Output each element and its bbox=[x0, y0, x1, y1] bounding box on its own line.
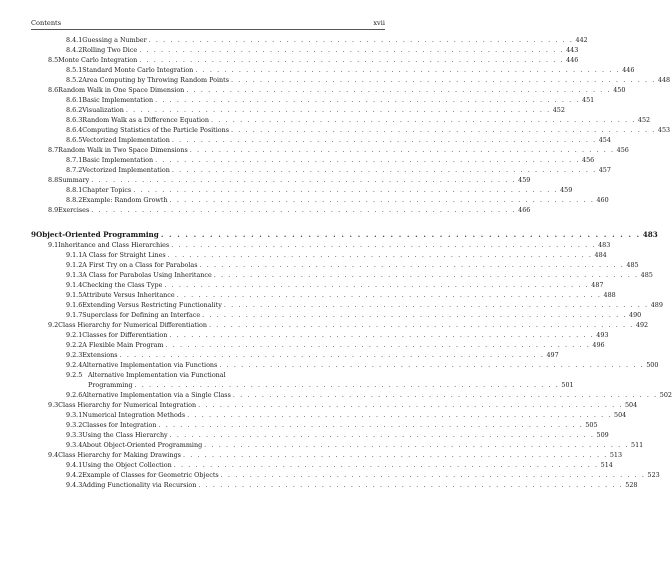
toc-entry-page: 460 bbox=[596, 195, 609, 204]
toc-entry-title: Chapter Topics bbox=[82, 185, 132, 194]
toc-entry-number: 9.4.2 bbox=[66, 470, 83, 479]
toc-section-entry[interactable] bbox=[48, 205, 531, 215]
toc-entry-number: 8.6.4 bbox=[66, 125, 83, 134]
dot-leader: . . . . . . . . . . . . . . . . . . . . . . . . . . . . . . . . . . . . . . . . . . . . . . . . . . . . . . . . . . . bbox=[167, 250, 593, 259]
toc-entry-page: 489 bbox=[650, 300, 663, 309]
dot-leader: . . . . . . . . . . . . . . . . . . . . . . . . . . . . . . . . . . . . . . . . . . . . . . . . . . . . . . . . . . . bbox=[125, 105, 551, 114]
toc-entry-page: 452 bbox=[552, 105, 565, 114]
toc-entry-title: Example: Random Growth bbox=[82, 195, 168, 204]
toc-entry-page: 483 bbox=[598, 240, 611, 249]
toc-entry-number: 9.2.5 bbox=[66, 370, 83, 379]
dot-leader: . . . . . . . . . . . . . . . . . . . . . . . . . . . . . . . . . . . . . . . . . . . . . . . . . . . . . . . . . . . bbox=[139, 45, 565, 54]
toc-entry-title: A Class for Parabolas Using Inheritance bbox=[82, 270, 212, 279]
toc-subsection-entry[interactable] bbox=[66, 95, 595, 105]
toc-entry-number: 9.4.3 bbox=[66, 480, 83, 489]
toc-entry-title: Superclass for Defining an Interface bbox=[82, 310, 201, 319]
toc-entry-number: 9.3.3 bbox=[66, 430, 83, 439]
toc-subsection-entry[interactable] bbox=[66, 185, 573, 195]
toc-entry-page: 456 bbox=[616, 145, 629, 154]
toc-section-entry[interactable] bbox=[48, 320, 649, 330]
toc-subsection-entry[interactable] bbox=[66, 371, 384, 380]
toc-entry-title: About Object-Oriented Programming bbox=[82, 440, 203, 449]
toc-entry-title: Area Computing by Throwing Random Points bbox=[82, 75, 229, 84]
toc-section-entry[interactable] bbox=[48, 450, 623, 460]
toc-entry-number: 8.6.5 bbox=[66, 135, 83, 144]
toc-subsection-entry[interactable] bbox=[66, 410, 627, 420]
toc-entry-title: Random Walk in Two Space Dimensions bbox=[58, 145, 188, 154]
toc-entry-number: 8.8.2 bbox=[66, 195, 83, 204]
toc-entry-page: 456 bbox=[582, 155, 595, 164]
toc-entry-page: 446 bbox=[566, 55, 579, 64]
dot-leader: . . . . . . . . . . . . . . . . . . . . . . . . . . . . . . . . . . . . . . . . . . . . . . . . . . . . . . . . . . . bbox=[189, 145, 615, 154]
toc-subsection-entry[interactable] bbox=[66, 350, 559, 360]
toc-subsection-entry[interactable] bbox=[66, 115, 651, 125]
toc-subsection-entry[interactable] bbox=[66, 155, 595, 165]
toc-section-entry[interactable] bbox=[48, 175, 531, 185]
dot-leader: . . . . . . . . . . . . . . . . . . . . . . . . . . . . . . . . . . . . . . . . . . . . . . . . . . . . . . . . . . . bbox=[198, 480, 624, 489]
toc-entry-title: Using the Class Hierarchy bbox=[82, 430, 168, 439]
toc-entry-number: 8.6.2 bbox=[66, 105, 83, 114]
toc-entry-title: Summary bbox=[58, 175, 90, 184]
toc-subsection-entry[interactable] bbox=[66, 460, 613, 470]
toc-entry-number: 9.1 bbox=[48, 240, 59, 249]
toc-entry-title: Random Walk as a Difference Equation bbox=[82, 115, 210, 124]
toc-entry-page: 443 bbox=[566, 45, 579, 54]
toc-entry-number: 9.1.4 bbox=[66, 280, 83, 289]
toc-subsection-entry[interactable] bbox=[66, 310, 642, 320]
toc-entry-number: 9.1.7 bbox=[66, 310, 83, 319]
dot-leader: . . . . . . . . . . . . . . . . . . . . . . . . . . . . . . . . . . . . . . . . . . . . . . . . . . . . . . . . . . . bbox=[169, 330, 595, 339]
toc-entry-title: Classes for Integration bbox=[82, 420, 157, 429]
toc-subsection-entry[interactable] bbox=[66, 420, 598, 430]
toc-entry-title: Inheritance and Class Hierarchies bbox=[58, 240, 170, 249]
toc-entry-page: 466 bbox=[518, 205, 531, 214]
toc-section-entry[interactable] bbox=[48, 240, 611, 250]
toc-entry-page: 485 bbox=[626, 260, 639, 269]
toc-entry-title: Object-Oriented Programming bbox=[36, 229, 159, 239]
dot-leader: . . . . . . . . . . . . . . . . . . . . . . . . . . . . . . . . . . . . . . . . . . . . . . . . . . . . . . . . . . . bbox=[231, 75, 656, 84]
toc-entry-title: Rolling Two Dice bbox=[82, 45, 138, 54]
dot-leader: . . . . . . . . . . . . . . . . . . . . . . . . . . . . . . . . . . . . . . . . . . . . . . . . . . . . . . . . . . . bbox=[91, 205, 517, 214]
dot-leader: . . . . . . . . . . . . . . . . . . . . . . . . . . . . . . . . . . . . . . . . . . . . . . . . . . . . . . . . . . . bbox=[195, 65, 621, 74]
toc-entry-page: 448 bbox=[657, 75, 671, 84]
toc-entry-page: 452 bbox=[637, 115, 651, 124]
toc-entry-title: Extensions bbox=[82, 350, 118, 359]
toc-entry-number: 8.4.2 bbox=[66, 45, 83, 54]
dot-leader: . . . . . . . . . . . . . . . . . . . . . . . . . . . . . . . . . . . . . . . . . . . . . . . . . . . . . . . . . . . bbox=[169, 195, 595, 204]
toc-entry-page: 513 bbox=[609, 450, 623, 459]
toc-entry-page: 523 bbox=[647, 470, 660, 479]
toc-entry-title: Class Hierarchy for Making Drawings bbox=[58, 450, 181, 459]
toc-entry-page: 511 bbox=[631, 440, 644, 449]
toc-entry-number: 9.4 bbox=[48, 450, 59, 459]
toc-chapter-entry[interactable] bbox=[31, 229, 658, 239]
toc-entry-title: Exercises bbox=[58, 205, 90, 214]
toc-entry-number: 9.2.3 bbox=[66, 350, 83, 359]
toc-entry-title: Visualization bbox=[82, 105, 124, 114]
toc-entry-page: 442 bbox=[575, 35, 588, 44]
toc-entry-title: Programming bbox=[88, 380, 133, 389]
toc-entry-title: Adding Functionality via Recursion bbox=[82, 480, 197, 489]
toc-entry-title: Basic Implementation bbox=[82, 95, 154, 104]
toc-entry-page: 457 bbox=[598, 165, 611, 174]
toc-subsection-entry[interactable] bbox=[66, 65, 635, 75]
toc-entry-title: Numerical Integration Methods bbox=[82, 410, 186, 419]
dot-leader: . . . . . . . . . . . . . . . . . . . . . . . . . . . . . . . . . . . . . . . . . . . . . . . . . . . . . . . . . . . bbox=[134, 380, 560, 389]
dot-leader: . . . . . . . . . . . . . . . . . . . . . . . . . . . . . . . . . . . . . . . . . . . . . . . . . . . . . . . . . . . bbox=[139, 55, 565, 64]
toc-entry-page: 454 bbox=[598, 135, 611, 144]
toc-entry-number: 8.6 bbox=[48, 85, 59, 94]
dot-leader: . . . . . . . . . . . . . . . . . . . . . . . . . . . . . . . . . . . . . . . . . . . . . . . . . . . . . . . . . . . bbox=[165, 340, 591, 349]
toc-entry-number: 8.7.2 bbox=[66, 165, 83, 174]
toc-entry-number: 9.2 bbox=[48, 320, 59, 329]
toc-entry-page: 501 bbox=[561, 380, 574, 389]
toc-entry-title: Standard Monte Carlo Integration bbox=[82, 65, 194, 74]
toc-entry-page: 488 bbox=[603, 290, 616, 299]
toc-entry-title: Guessing a Number bbox=[82, 35, 147, 44]
toc-entry-title: Checking the Class Type bbox=[82, 280, 163, 289]
toc-subsection-entry[interactable] bbox=[66, 75, 671, 85]
toc-subsection-entry[interactable] bbox=[66, 165, 611, 175]
dot-leader: . . . . . . . . . . . . . . . . . . . . . . . . . . . . . . . . . . . . . . . . . . . . . . . . . . . . . . . . . . . bbox=[223, 300, 649, 309]
dot-leader: . . . . . . . . . . . . . . . . . . . . . . . . . . . . . . . . . . . . . . . . . . . . . . . . . . . . . . . . . . . bbox=[176, 290, 602, 299]
toc-entry-number: 9.3.1 bbox=[66, 410, 83, 419]
header-rule bbox=[31, 29, 385, 30]
dot-leader: . . . . . . . . . . . . . . . . . . . . . . . . . . . . . . . . . . . . . . . . . . . . . . . . . . . . . . . . . . . bbox=[91, 175, 517, 184]
dot-leader: . . . . . . . . . . . . . . . . . . . . . . . . . . . . . . . . . . . . . . . . . . . . . . . . . . . . . . . . . . . bbox=[158, 420, 584, 429]
running-header bbox=[31, 19, 385, 27]
toc-subsection-entry[interactable] bbox=[66, 290, 616, 300]
toc-subsection-entry[interactable] bbox=[66, 480, 638, 490]
dot-leader: . . . . . . . . . . . . . . . . . . . . . . . . . . . . . . . . . . . . . . . . . . . . . . . . . . . . . . . . . . . bbox=[186, 85, 612, 94]
toc-entry-number: 9.3.4 bbox=[66, 440, 83, 449]
toc-entry-page: 490 bbox=[629, 310, 642, 319]
toc-entry-title: Classes for Differentiation bbox=[82, 330, 168, 339]
toc-entry-page: 492 bbox=[635, 320, 649, 329]
toc-entry-page: 496 bbox=[592, 340, 605, 349]
dot-leader: . . . . . . . . . . . . . . . . . . . . . . . . . . . . . . . . . . . . . . . . . . . . . . . . . . . . . . . . . . . bbox=[148, 35, 574, 44]
toc-entry-title: Using the Object Collection bbox=[82, 460, 172, 469]
dot-leader: . . . . . . . . . . . . . . . . . . . . . . . . . . . . . . . . . . . . . . . . . . . . . . . . . . . . . . . . . . . bbox=[231, 125, 656, 134]
toc-entry-number: 9.1.6 bbox=[66, 300, 83, 309]
toc-entry-title: A Class for Straight Lines bbox=[82, 250, 166, 259]
toc-subsection-entry[interactable] bbox=[66, 340, 605, 350]
toc-entry-page: 483 bbox=[642, 229, 658, 239]
toc-entry-page: 485 bbox=[640, 270, 653, 279]
toc-entry-number: 8.5 bbox=[48, 55, 59, 64]
toc-entry-page: 497 bbox=[546, 350, 559, 359]
toc-entry-number: 8.7 bbox=[48, 145, 59, 154]
dot-leader: . . . . . . . . . . . . . . . . . . . . . . . . . . . . . . . . . . . . . . . . . . . . . . . . . . . . . . . . . . . bbox=[171, 135, 597, 144]
toc-entry-title: Monte Carlo Integration bbox=[58, 55, 138, 64]
toc-section-entry[interactable] bbox=[48, 85, 626, 95]
toc-entry-number: 8.5.2 bbox=[66, 75, 83, 84]
dot-leader: . . . . . . . . . . . . . . . . . . . . . . . . . . . . . . . . . . . . . . . . . . . . . . . . . . . . . . . . . . . bbox=[171, 240, 597, 249]
toc-section-entry[interactable] bbox=[48, 55, 579, 65]
toc-entry-page: 509 bbox=[596, 430, 609, 439]
toc-entry-number: 9 bbox=[31, 229, 37, 239]
toc-entry-page: 446 bbox=[622, 65, 635, 74]
dot-leader: . . . . . . . . . . . . . . . . . . . . . . . . . . . . . . . . . . . . . . . . . . . . . . . . . . . . . . . . . . . bbox=[155, 95, 580, 104]
toc-entry-number: 8.5.1 bbox=[66, 65, 83, 74]
toc-entry-page: 505 bbox=[585, 420, 598, 429]
toc-entry-title: Class Hierarchy for Numerical Integration bbox=[58, 400, 197, 409]
dot-leader: . . . . . . . . . . . . . . . . . . . . . . . . . . . . . . . . . . . . . . . . . . . . . . . . . . . . . . . . . . . bbox=[219, 360, 645, 369]
toc-entry-title: Attribute Versus Inheritance bbox=[82, 290, 175, 299]
dot-leader: . . . . . . . . . . . . . . . . . . . . . . . . . . . . . . . . . . . . . . . . . . . . . . . . . . . . . . . . . . . bbox=[164, 280, 590, 289]
dot-leader: . . . . . . . . . . . . . . . . . . . . . . . . . . . . . . . . . . . . . . . . . . . . . . . . . . . . . . . . . . . bbox=[199, 260, 625, 269]
toc-entry-title: Computing Statistics of the Particle Positions bbox=[82, 125, 230, 134]
toc-subsection-entry[interactable] bbox=[66, 300, 663, 310]
toc-entry-title: Random Walk in One Space Dimension bbox=[58, 85, 185, 94]
toc-entry-page: 459 bbox=[518, 175, 531, 184]
toc-entry-page: 528 bbox=[625, 480, 638, 489]
toc-subsection-entry[interactable] bbox=[66, 390, 672, 400]
toc-entry-page: 502 bbox=[659, 390, 672, 399]
toc-entry-number: 9.2.2 bbox=[66, 340, 83, 349]
toc-entry-page: 493 bbox=[596, 330, 609, 339]
toc-entry-page: 450 bbox=[613, 85, 626, 94]
toc-subsection-entry[interactable] bbox=[66, 430, 609, 440]
dot-leader: . . . . . . . . . . . . . . . . . . . . . . . . . . . . . . . . . . . . . . . . . . . . . . . . . . . . . . . . . . . bbox=[155, 155, 580, 164]
toc-entry-number: 8.8.1 bbox=[66, 185, 83, 194]
toc-entry-title: Class Hierarchy for Numerical Differentiation bbox=[58, 320, 208, 329]
toc-subsection-entry[interactable] bbox=[88, 380, 574, 390]
toc-entry-page: 500 bbox=[646, 360, 659, 369]
dot-leader: . . . . . . . . . . . . . . . . . . . . . . . . . . . . . . . . . . . . . . . . . . . . . . . . . . . . . . . . . . . bbox=[173, 460, 599, 469]
toc-entry-title: Example of Classes for Geometric Objects bbox=[82, 470, 219, 479]
toc-entry-title: A Flexible Main Program bbox=[82, 340, 164, 349]
toc-section-entry[interactable] bbox=[48, 145, 629, 155]
toc-entry-page: 487 bbox=[591, 280, 604, 289]
dot-leader: . . . . . . . . . . . . . . . . . . . . . . . . . . . . . . . . . . . . . . . . . . . . . . . . . . . . . . . . . . . bbox=[220, 470, 646, 479]
toc-subsection-entry[interactable] bbox=[66, 250, 607, 260]
toc-entry-page: 514 bbox=[600, 460, 613, 469]
toc-entry-title: A First Try on a Class for Parabolas bbox=[82, 260, 198, 269]
toc-entry-number: 9.1.1 bbox=[66, 250, 83, 259]
toc-entry-page: 504 bbox=[614, 410, 627, 419]
dot-leader: . . . . . . . . . . . . . . . . . . . . . . . . . . . . . . . . . . . . . . . . . . . . . . . . . . . . . . . . . . . bbox=[198, 400, 623, 409]
dot-leader: . . . . . . . . . . . . . . . . . . . . . . . . . . . . . . . . . . . . . . . . . . . . . . . . . . . . . . . . . . . bbox=[211, 115, 636, 124]
toc-entry-number: 8.6.3 bbox=[66, 115, 83, 124]
toc-subsection-entry[interactable] bbox=[66, 195, 609, 205]
toc-entry-number: 8.7.1 bbox=[66, 155, 83, 164]
header-page-number: xvii bbox=[373, 19, 385, 27]
dot-leader: . . . . . . . . . . . . . . . . . . . . . . . . . . . . . . . . . . . . . . . . . . . . . . . . . . . . . . . . . . . bbox=[202, 310, 627, 319]
toc-entry-number: 9.2.1 bbox=[66, 330, 83, 339]
dot-leader: . . . . . . . . . . . . . . . . . . . . . . . . . . . . . . . . . . . . . . . . . . . . . . . . . . . . . . . . . . . bbox=[204, 440, 630, 449]
dot-leader: . . . . . . . . . . . . . . . . . . . . . . . . . . . . . . . . . . . . . . . . . . . . . . . . . . . . . . . . . . . bbox=[169, 430, 595, 439]
toc-entry-title: Vectorized Implementation bbox=[82, 135, 170, 144]
toc-subsection-entry[interactable] bbox=[66, 35, 588, 45]
toc-entry-number: 9.2.4 bbox=[66, 360, 83, 369]
toc-entry-number: 9.3.2 bbox=[66, 420, 83, 429]
toc-subsection-entry[interactable] bbox=[66, 105, 565, 115]
dot-leader: . . . . . . . . . . . . . . . . . . . . . . . . . . . . . . . . . . . . . . . . . . . . . . . . . . . . . . . . . . . bbox=[213, 270, 639, 279]
toc-entry-page: 451 bbox=[582, 95, 595, 104]
toc-subsection-entry[interactable] bbox=[66, 470, 660, 480]
toc-entry-page: 453 bbox=[657, 125, 671, 134]
toc-subsection-entry[interactable] bbox=[66, 330, 609, 340]
toc-subsection-entry[interactable] bbox=[66, 270, 653, 280]
toc-subsection-entry[interactable] bbox=[66, 135, 611, 145]
dot-leader: . . . . . . . . . . . . . . . . . . . . . . . . . . . . . . . . . . . . . . . . . . . . . . . . . . . . . . . . . . . bbox=[187, 410, 613, 419]
dot-leader: . . . . . . . . . . . . . . . . . . . . . . . . . . . . . . . . . . . . . . . . . . . . . . . . . . . . . . . . . . . bbox=[133, 185, 559, 194]
toc-entry-number: 9.1.3 bbox=[66, 270, 83, 279]
toc-entry-title: Extending Versus Restricting Functionality bbox=[82, 300, 222, 309]
toc-subsection-entry[interactable] bbox=[66, 440, 644, 450]
toc-entry-number: 9.4.1 bbox=[66, 460, 83, 469]
toc-entry-number: 8.8 bbox=[48, 175, 59, 184]
dot-leader: . . . . . . . . . . . . . . . . . . . . . . . . . . . . . . . . . . . . . . . . . . . . . . . . . . . . . . . . . . . bbox=[160, 229, 641, 239]
toc-subsection-entry[interactable] bbox=[66, 125, 671, 135]
toc-entry-page: 459 bbox=[560, 185, 573, 194]
dot-leader: . . . . . . . . . . . . . . . . . . . . . . . . . . . . . . . . . . . . . . . . . . . . . . . . . . . . . . . . . . . bbox=[209, 320, 634, 329]
dot-leader: . . . . . . . . . . . . . . . . . . . . . . . . . . . . . . . . . . . . . . . . . . . . . . . . . . . . . . . . . . . bbox=[171, 165, 597, 174]
toc-entry-number: 9.2.6 bbox=[66, 390, 83, 399]
toc-entry-number: 8.9 bbox=[48, 205, 59, 214]
toc-entry-title: Alternative Implementation via a Single Class bbox=[82, 390, 231, 399]
toc-entry-page: 484 bbox=[594, 250, 607, 259]
toc-entry-number: 8.4.1 bbox=[66, 35, 83, 44]
toc-entry-page: 504 bbox=[624, 400, 638, 409]
toc-subsection-entry[interactable] bbox=[66, 260, 639, 270]
toc-section-entry[interactable] bbox=[48, 400, 638, 410]
toc-entry-title: Basic Implementation bbox=[82, 155, 154, 164]
toc-entry-title: Vectorized Implementation bbox=[82, 165, 170, 174]
toc-entry-title: Alternative Implementation via Functions bbox=[82, 360, 218, 369]
toc-subsection-entry[interactable] bbox=[66, 45, 579, 55]
header-section-title: Contents bbox=[31, 19, 62, 27]
toc-entry-number: 9.1.2 bbox=[66, 260, 83, 269]
toc-entry-title: Alternative Implementation via Functional bbox=[88, 370, 226, 379]
toc-subsection-entry[interactable] bbox=[66, 280, 604, 290]
toc-entry-number: 9.1.5 bbox=[66, 290, 83, 299]
dot-leader: . . . . . . . . . . . . . . . . . . . . . . . . . . . . . . . . . . . . . . . . . . . . . . . . . . . . . . . . . . . bbox=[119, 350, 545, 359]
toc-entry-number: 9.3 bbox=[48, 400, 59, 409]
toc-subsection-entry[interactable] bbox=[66, 360, 659, 370]
toc-entry-number: 8.6.1 bbox=[66, 95, 83, 104]
dot-leader: . . . . . . . . . . . . . . . . . . . . . . . . . . . . . . . . . . . . . . . . . . . . . . . . . . . . . . . . . . . bbox=[232, 390, 658, 399]
dot-leader: . . . . . . . . . . . . . . . . . . . . . . . . . . . . . . . . . . . . . . . . . . . . . . . . . . . . . . . . . . . bbox=[182, 450, 608, 459]
